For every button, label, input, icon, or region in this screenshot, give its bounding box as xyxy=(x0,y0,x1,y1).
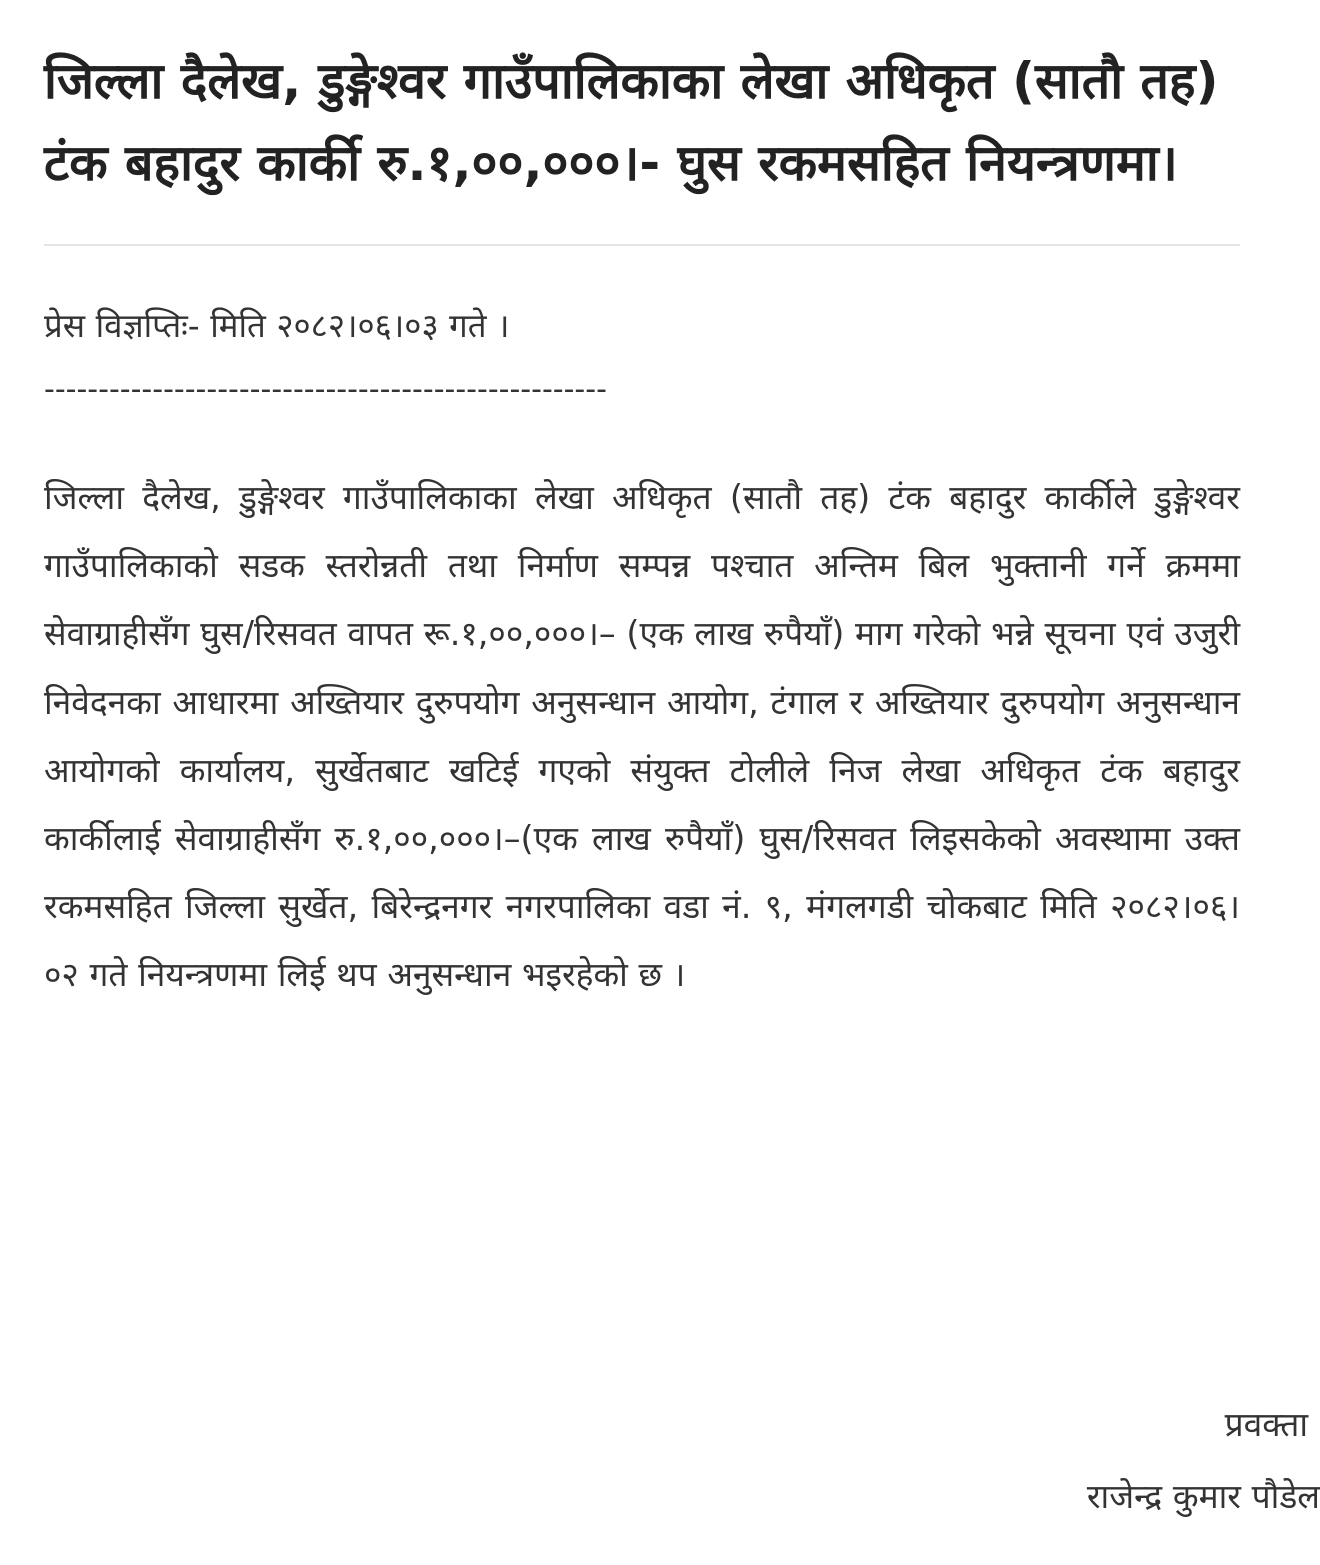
divider xyxy=(44,244,1240,246)
body-paragraph: जिल्ला दैलेख, डुङ्गेश्वर गाउँपालिकाका लेखा अधिकृत (सातौ तह) टंक बहादुर कार्कीले डुङ्गेश्वर गाउँपालिकाको सडक स्तरोन्नती तथा निर्माण सम्पन्न पश्चात अन्तिम बिल भुक्तानी गर्ने क्रममा सेवाग्राहीसँग घुस/रिसवत वापत रू.१,००,०००।– (एक लाख रुपैयाँ) माग गरेको भन्ने सूचना एवं उजुरी निवेदनका आधारमा अख्तियार दुरुपयोग अनुसन्धान आयोग, टंगाल र अख्तियार दुरुपयोग अनुसन्धान आयोगको कार्यालय, सुर्खेतबाट खटिई गएको संयुक्त टोलीले निज लेखा अधिकृत टंक बहादुर कार्कीलाई सेवाग्राहीसँग रु.१,००,०००।–(एक लाख रुपैयाँ) घुस/रिसवत लिइसकेको अवस्थामा उक्त रकमसहित जिल्ला सुर्खेत, बिरेन्द्रनगर नगरपालिका वडा नं. ९, मंगलगडी चोकबाट मिति २०८२।०६।०२ गते नियन्त्रणमा लिई थप अनुसन्धान भइरहेको छ । xyxy=(44,478,1240,995)
spokesperson-name: राजेन्द्र कुमार पौडेल xyxy=(1086,1477,1320,1516)
press-release-document xyxy=(44,40,1240,1043)
signature-block xyxy=(820,1405,1320,1517)
dashed-separator: ---------------------------------------------------- xyxy=(44,372,607,407)
press-release-date-line: प्रेस विज्ञप्तिः- मिति २०८२।०६।०३ गते । xyxy=(44,306,510,345)
spokesperson-title: प्रवक्ता xyxy=(1224,1405,1308,1444)
headline: जिल्ला दैलेख, डुङ्गेश्वर गाउँपालिकाका लेखा अधिकृत (सातौ तह) टंक बहादुर कार्की रु.१,००,०००।- घुस रकमसहित नियन्त्रणमा। xyxy=(44,52,1219,192)
